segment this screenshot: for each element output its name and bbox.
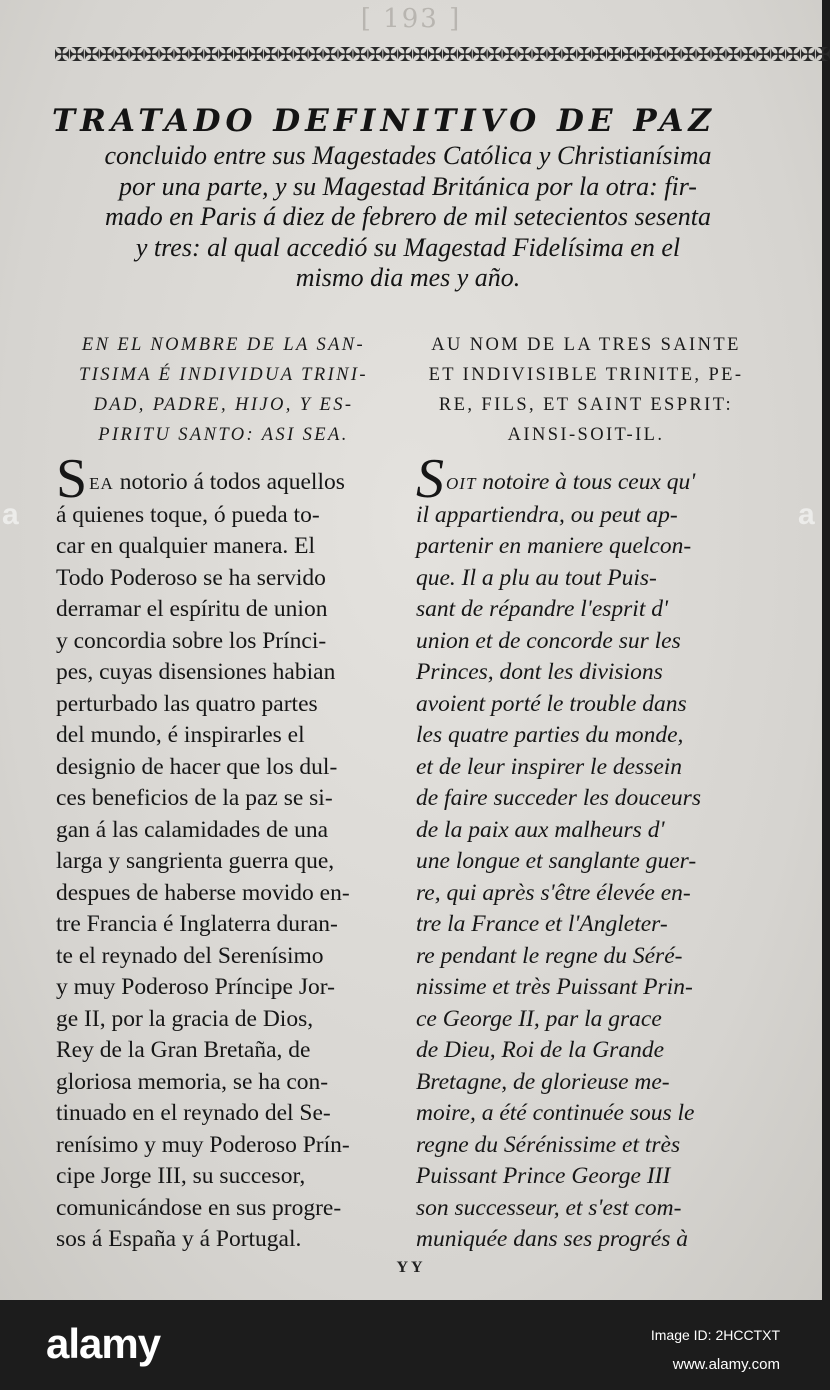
first-line-text: notoire à tous ceux qu'	[476, 469, 696, 495]
text-line: derramar el espíritu de union	[56, 596, 328, 622]
small-caps: EA	[89, 474, 114, 493]
text-line: designio de hacer que los dul-	[56, 753, 338, 780]
text-line: á quienes toque, ó pueda to-	[56, 501, 320, 528]
text-line: partenir en maniere quelcon-	[416, 533, 692, 559]
text-line: pes, cuyas disensiones habian	[56, 659, 336, 685]
text-line: renísimo y muy Poderoso Prín-	[56, 1131, 350, 1158]
text-line: tre Francia é Inglaterra duran-	[56, 911, 338, 937]
heading-line: RE, FILS, ET SAINT ESPRIT:	[438, 395, 734, 415]
text-line: ce George II, par la grace	[416, 1005, 662, 1032]
page-number: [ 193 ]	[360, 4, 462, 34]
text-line: Bretagne, de glorieuse me-	[416, 1068, 670, 1095]
alamy-logo: alamy	[46, 1320, 161, 1367]
text-line: re, qui après s'être élevée en-	[416, 879, 691, 906]
spanish-text-column	[56, 448, 396, 1256]
heading-line: ET INDIVISIBLE TRINITE, PE-	[428, 365, 744, 385]
stock-footer	[0, 1300, 822, 1390]
first-line	[416, 448, 762, 510]
first-line-text: notorio á todos aquellos	[113, 469, 345, 495]
text-line: nissime et très Puissant Prin-	[416, 974, 693, 1000]
heading-line: TISIMA É INDIVIDUA TRINI-	[79, 365, 368, 385]
heading-line: AU NOM DE LA TRES SAINTE	[431, 335, 741, 355]
text-line: comunicándose en sus progre-	[56, 1194, 342, 1221]
text-line: del mundo, é inspirarles el	[56, 722, 305, 748]
text-line: cipe Jorge III, su succesor,	[56, 1163, 306, 1189]
text-line: despues de haberse movido en-	[56, 879, 350, 906]
text-line: car en qualquier manera. El	[56, 533, 316, 559]
drop-cap: S	[416, 448, 444, 510]
text-line: gloriosa memoria, se ha con-	[56, 1068, 329, 1095]
small-caps: OIT	[446, 474, 477, 493]
heading-line: DAD, PADRE, HIJO, Y ES-	[93, 395, 354, 415]
treaty-subtitle	[52, 141, 764, 294]
text-line: re pendant le regne du Séré-	[416, 942, 683, 969]
site-url: www.alamy.com	[672, 1356, 780, 1373]
signature-mark: YY	[396, 1259, 426, 1276]
text-line: te el reynado del Serenísimo	[56, 942, 324, 969]
text-line: que. Il a plu au tout Puis-	[416, 564, 657, 591]
text-line: de faire succeder les douceurs	[416, 785, 701, 811]
first-line	[56, 448, 396, 510]
text-line: tre la France et l'Angleter-	[416, 911, 668, 937]
text-line: sant de répandre l'esprit d'	[416, 596, 668, 622]
text-line: de Dieu, Roi de la Grande	[416, 1037, 665, 1063]
text-line: son successeur, et s'est com-	[416, 1194, 682, 1221]
spanish-invocation	[56, 330, 391, 450]
text-line: y concordia sobre los Prínci-	[56, 627, 327, 654]
text-line: Rey de la Gran Bretaña, de	[56, 1037, 311, 1063]
text-line: une longue et sanglante guer-	[416, 848, 697, 874]
text-line: perturbado las quatro partes	[56, 690, 318, 717]
text-line: Puissant Prince George III	[416, 1163, 671, 1189]
text-line: union et de concorde sur les	[416, 627, 681, 654]
text-line: sos á España y á Portugal.	[56, 1226, 302, 1252]
subtitle-line: mismo dia mes y año.	[295, 263, 521, 292]
text-line: larga y sangrienta guerra que,	[56, 848, 335, 874]
text-line: moire, a été continuée sous le	[416, 1100, 695, 1126]
text-line: Princes, dont les divisions	[416, 659, 663, 685]
french-text-column	[416, 448, 762, 1256]
subtitle-line: y tres: al qual accedió su Magestad Fidelísima en el	[135, 232, 681, 262]
text-line: ces beneficios de la paz se si-	[56, 785, 333, 811]
text-line: y muy Poderoso Príncipe Jor-	[56, 974, 335, 1000]
text-line: muniquée dans ses progrés à	[416, 1226, 688, 1252]
watermark-mark: a	[798, 498, 815, 531]
heading-line: AINSI-SOIT-IL.	[507, 425, 665, 445]
image-meta	[651, 1320, 780, 1380]
subtitle-line: por una parte, y su Magestad Británica por la otra: fir-	[119, 171, 697, 201]
watermark-mark: a	[2, 498, 19, 531]
subtitle-line: concluido entre sus Magestades Católica y Christianísima	[104, 141, 712, 170]
text-line: tinuado en el reynado del Se-	[56, 1100, 331, 1126]
drop-cap: S	[56, 448, 88, 510]
text-line: ge II, por la gracia de Dios,	[56, 1005, 314, 1032]
text-line: les quatre parties du monde,	[416, 722, 684, 748]
ornamental-border: ✠✠✠✠✠✠✠✠✠✠✠✠✠✠✠✠✠✠✠✠✠✠✠✠✠✠✠✠✠✠✠✠✠✠✠✠✠✠✠✠✠✠✠✠✠✠✠✠✠✠✠✠	[54, 44, 830, 66]
heading-line: EN EL NOMBRE DE LA SAN-	[81, 335, 366, 355]
heading-line: PIRITU SANTO: ASI SEA.	[98, 425, 349, 445]
text-line: et de leur inspirer le dessein	[416, 753, 683, 780]
text-line: de la paix aux malheurs d'	[416, 816, 665, 843]
text-line: avoient porté le trouble dans	[416, 690, 687, 717]
text-line: regne du Sérénissime et très	[416, 1131, 681, 1158]
subtitle-line: mado en Paris á diez de febrero de mil setecientos sesenta	[104, 202, 712, 231]
french-invocation	[416, 330, 756, 450]
text-line: gan á las calamidades de una	[56, 816, 329, 843]
text-line: il appartiendra, ou peut ap-	[416, 501, 678, 528]
image-id: Image ID: 2HCCTXT	[650, 1327, 780, 1343]
text-line: Todo Poderoso se ha servido	[56, 564, 326, 591]
treaty-title: TRATADO DEFINITIVO DE PAZ	[52, 103, 717, 139]
